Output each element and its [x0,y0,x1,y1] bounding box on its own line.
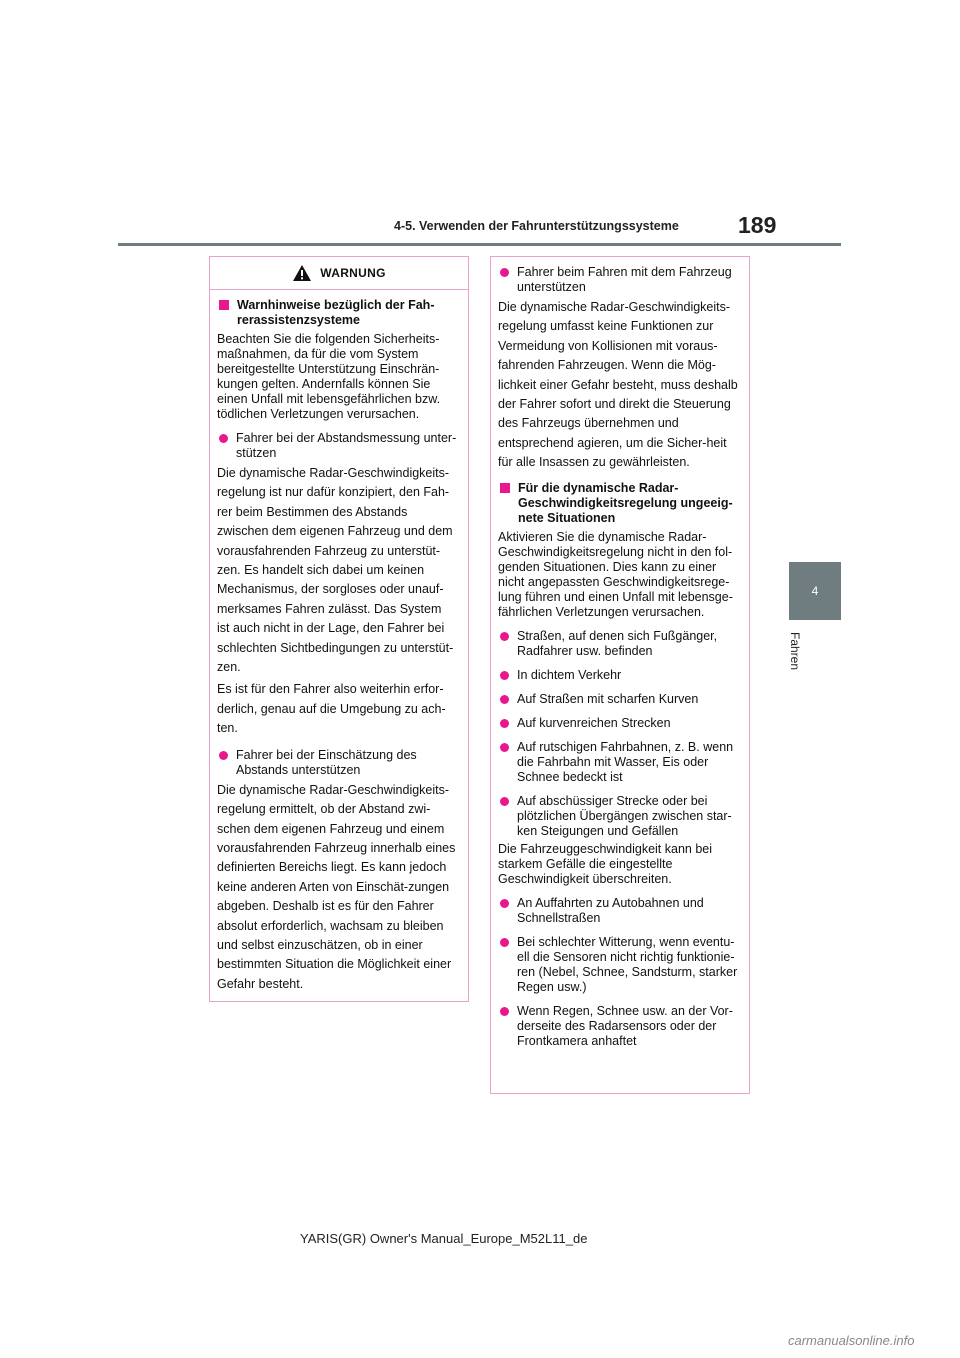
square-bullet-icon [219,300,229,310]
slope-note: Die Fahrzeuggeschwindigkeit kann bei starkem Gefälle die eingestellte Geschwindigkeit überschreiten. [498,841,713,886]
bullet-heading [498,265,738,295]
dot-bullet-icon [500,1007,509,1016]
dot-bullet-icon [500,695,509,704]
list-item [498,1004,738,1049]
list-item-text: Auf Straßen mit scharfen Kurven [517,691,699,706]
warning-box [209,256,469,1002]
dot-bullet-icon [500,719,509,728]
page-number: 189 [738,212,777,238]
list-item-text: Auf kurvenreichen Strecken [517,715,671,730]
dot-bullet-icon [500,797,509,806]
warning-header [210,257,468,290]
list-item [498,935,738,995]
manual-footer: YARIS(GR) Owner's Manual_Europe_M52L11_de [300,1231,588,1246]
list-item-text: An Auffahrten zu Autobahnen und Schnellstraßen [517,895,704,925]
list-item [498,716,738,731]
bullet-paragraph: Es ist für den Fahrer also weiterhin erfor-derlich, genau auf die Umgebung zu ach-ten. [217,682,446,736]
dot-bullet-icon [500,743,509,752]
header-divider [118,243,841,246]
bullet-heading [217,431,457,461]
chapter-tab [789,562,841,620]
dot-bullet-icon [500,671,509,680]
bullet-paragraph: Die dynamische Radar-Geschwindigkeits-regelung ist nur dafür konzipiert, den Fah-rer beim Bestimmen des Abstands zwischen dem eigenen Fahrzeug und dem vorausfahrenden Fahrzeug zu unterstüt-zen. Es handelt sich dabei um keinen Mechanismus, der sorgloses oder unauf-merksames Fahren zulässt. Das System ist auch nicht in der Lage, den Fahrer bei schlechten Sichtbedingungen zu unterstüt-zen. [217,466,454,675]
list-item [498,668,738,683]
warning-heading-text: Warnhinweise bezüglich der Fah-rerassistenzsysteme [237,298,435,327]
list-item-text: Auf abschüssiger Strecke oder bei plötzlichen Übergängen zwischen star-ken Steigungen und Gefällen [517,793,732,838]
bullet-heading-text: Fahrer bei der Einschätzung des Abstands unterstützen [236,747,417,777]
square-bullet-icon [500,483,510,493]
continued-warning-box [490,256,750,1094]
bullet-paragraph: Die dynamische Radar-Geschwindigkeits-regelung ermittelt, ob der Abstand zwi-schen dem eigenen Fahrzeug und einem vorausfahrenden Fahrzeug innerhalb eines definierten Bereichs liegt. Es kann jedoch keine anderen Arten von Einschät-zungen abgeben. Deshalb ist es für den Fahrer absolut erforderlich, wachsam zu bleiben und selbst einzuschätzen, ob in einer bestimmten Situation die Möglichkeit einer Gefahr besteht. [217,782,456,991]
unsuitable-intro: Aktivieren Sie die dynamische Radar-Geschwindigkeitsregelung nicht in den fol-genden Situationen. Dies kann zu einer nicht angepassten Geschwindigkeitsrege-lung führen und einen Unfall mit lebensge-fährlichen Verletzungen verursachen. [498,529,733,619]
watermark-link[interactable]: carmanualsonline.info [788,1333,915,1348]
chapter-title: Fahren [788,632,802,671]
dot-bullet-icon [500,632,509,641]
list-item [498,794,738,839]
heading-text: Für die dynamische Radar-Geschwindigkeitsregelung ungeeig-nete Situationen [518,480,733,525]
warning-intro: Beachten Sie die folgenden Sicherheits-maßnahmen, da für die vom System bereitgestellte Unterstützung Einschrän-kungen gelten. Andernfalls können Sie einen Unfall mit lebensgefährlichen bzw. tödlichen Verletzungen verursachen. [217,332,441,421]
list-item-text: Straßen, auf denen sich Fußgänger, Radfahrer usw. befinden [517,628,718,658]
dot-bullet-icon [500,268,509,277]
bullet-heading-text: Fahrer beim Fahren mit dem Fahrzeug unterstützen [517,265,732,294]
list-item-text: Bei schlechter Witterung, wenn eventu-ell die Sensoren nicht richtig funktionie-ren (Nebel, Schnee, Sandsturm, starker Regen usw.) [517,934,738,994]
unsuitable-situations-heading [498,481,738,526]
list-item-text: Auf rutschigen Fahrbahnen, z. B. wenn die Fahrbahn mit Wasser, Eis oder Schnee bedeckt ist [517,739,734,784]
dot-bullet-icon [500,938,509,947]
bullet-paragraph: Die dynamische Radar-Geschwindigkeits-regelung umfasst keine Funktionen zur Vermeidung von Kollisionen mit voraus-fahrenden Fahrzeugen. Wenn die Mög-lichkeit einer Gefahr besteht, muss deshalb der Fahrer sofort und direkt die Steuerung des Fahrzeugs übernehmen und entsprechend agieren, um die Sicher-heit für alle Insassen zu gewährleisten. [498,300,738,470]
section-title: 4-5. Verwenden der Fahrunterstützungssysteme [394,219,679,233]
list-item [498,629,738,659]
dot-bullet-icon [500,899,509,908]
dot-bullet-icon [219,434,228,443]
warning-heading [217,298,457,328]
list-item [498,896,738,926]
dot-bullet-icon [219,751,228,760]
chapter-number: 4 [811,584,819,598]
list-item-text: Wenn Regen, Schnee usw. an der Vor-derseite des Radarsensors oder der Frontkamera anhaftet [517,1003,733,1048]
bullet-heading [217,748,457,778]
bullet-heading-text: Fahrer bei der Abstandsmessung unter-stützen [236,431,457,460]
warning-title: WARNUNG [320,265,386,280]
warning-triangle-icon [292,264,312,282]
list-item [498,740,738,785]
list-item [498,692,738,707]
list-item-text: In dichtem Verkehr [517,667,622,682]
